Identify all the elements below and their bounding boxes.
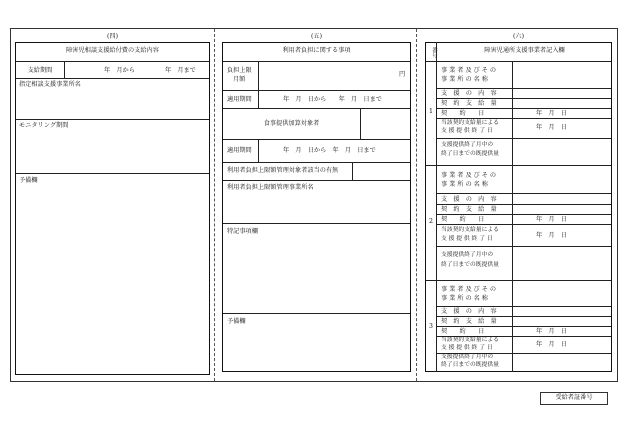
contract-quantity-label: 契 約 支 給 量 — [441, 206, 497, 213]
divider — [223, 108, 410, 109]
used-amount-label: 支援提供終了月中の — [441, 354, 494, 360]
divider — [258, 61, 259, 90]
end-date-label: 当該契約支給量による — [441, 227, 499, 233]
contract-quantity-label: 契 約 支 給 量 — [441, 100, 497, 107]
divider — [437, 193, 611, 194]
divider — [437, 316, 611, 317]
divider — [512, 165, 513, 280]
divider — [16, 61, 209, 62]
divider — [16, 173, 209, 174]
divider — [223, 162, 410, 163]
provider-name-label: 事 業 所 の 名 称 — [441, 76, 488, 83]
end-date-label: 支 援 提 供 終 了 日 — [441, 236, 493, 242]
used-amount-label: 終了日までの既提供量 — [441, 262, 499, 268]
block-number: 1 — [429, 108, 433, 115]
applicable-period-value: 年 月 日から 年 月 日まで — [283, 96, 382, 103]
provider-name-label: 事 業 者 及 び そ の — [441, 67, 497, 74]
divider — [223, 61, 410, 62]
section-four-heading: (四) — [106, 33, 118, 40]
divider — [437, 88, 611, 89]
section-five-title: 利用者負担に関する事項 — [282, 47, 351, 54]
contract-date-value: 年 月 日 — [536, 110, 567, 117]
divider — [437, 204, 611, 205]
number-header: 番号 — [431, 46, 437, 58]
divider — [352, 162, 353, 180]
divider — [223, 313, 410, 314]
mgmt-provider-label: 利用者負担上限額管理事業所名 — [227, 184, 314, 191]
end-date-label: 当該契約支給量による — [441, 120, 499, 126]
mgmt-target-label: 利用者負担上限額管理対象者該当の有無 — [227, 167, 339, 174]
period-to: 年 月まで — [165, 67, 196, 74]
end-date-label: 当該契約支給量による — [441, 337, 499, 343]
divider — [437, 214, 611, 215]
used-amount-label: 終了日までの既提供量 — [441, 151, 499, 157]
applicable-period-label-2: 適用期間 — [227, 147, 252, 154]
divider — [437, 138, 611, 139]
divider — [360, 108, 361, 139]
provider-name-label: 事 業 所 の 名 称 — [441, 181, 488, 188]
section-six-title: 障害児通所支援事業者記入欄 — [484, 47, 565, 54]
section-six-heading: (六) — [512, 33, 524, 40]
divider — [437, 246, 611, 247]
contract-date-value: 年 月 日 — [536, 216, 567, 223]
divider — [16, 78, 209, 79]
divider — [436, 42, 437, 372]
special-notes-label: 特記事項欄 — [227, 228, 258, 235]
section-five-box — [222, 42, 411, 372]
end-date-value: 年 月 日 — [536, 341, 567, 348]
yen-unit: 円 — [399, 71, 406, 78]
divider — [437, 98, 611, 99]
section-four-title: 障害児相談支援給付費の支給内容 — [66, 47, 159, 54]
block-number: 2 — [429, 218, 433, 225]
divider — [426, 61, 611, 62]
block-separator — [426, 165, 611, 166]
contract-date-label: 契 約 日 — [441, 328, 485, 335]
block-separator — [426, 280, 611, 281]
divider — [16, 119, 209, 120]
section-four-box — [15, 42, 210, 375]
period-label: 支給期間 — [27, 67, 53, 74]
end-date-label: 支 援 提 供 終 了 日 — [441, 128, 493, 134]
reserve-label-four: 予備欄 — [19, 177, 38, 184]
used-amount-label: 支援提供終了月中の — [441, 142, 494, 148]
contract-date-label: 契 約 日 — [441, 110, 485, 117]
end-date-value: 年 月 日 — [536, 124, 567, 131]
divider — [258, 139, 259, 162]
provider-name-label: 事 業 者 及 び そ の — [441, 286, 497, 293]
limit-label-2: 月額 — [233, 76, 246, 83]
applicable-period-label: 適用期間 — [227, 96, 252, 103]
limit-label-1: 負担上限 — [227, 67, 252, 74]
reserve-label-five: 予備欄 — [227, 318, 246, 325]
divider — [223, 139, 410, 140]
provider-label: 指定相談支援事業所名 — [19, 81, 81, 88]
divider — [223, 180, 410, 181]
end-date-value: 年 月 日 — [536, 232, 567, 239]
support-content-label: 支 援 の 内 容 — [441, 90, 497, 97]
fold-line-right — [416, 29, 417, 381]
used-amount-label: 終了日までの既提供量 — [441, 362, 499, 368]
support-content-label: 支 援 の 内 容 — [441, 308, 497, 315]
block-number: 3 — [429, 323, 433, 330]
contract-quantity-label: 契 約 支 給 量 — [441, 318, 497, 325]
contract-date-label: 契 約 日 — [441, 216, 485, 223]
applicable-period-value-2: 年 月 日から 年 月 日まで — [283, 147, 376, 154]
divider — [437, 224, 611, 225]
divider — [437, 326, 611, 327]
meal-label: 食事提供加算対象者 — [263, 120, 320, 127]
fold-line-left — [214, 29, 215, 381]
end-date-label: 支 援 提 供 終 了 日 — [441, 345, 493, 351]
divider — [512, 61, 513, 165]
divider — [223, 223, 410, 224]
section-five-heading: (五) — [310, 33, 322, 40]
recipient-number-label: 受給者証番号 — [555, 394, 593, 401]
divider — [437, 118, 611, 119]
support-content-label: 支 援 の 内 容 — [441, 196, 497, 203]
provider-name-label: 事 業 所 の 名 称 — [441, 295, 488, 302]
divider — [64, 61, 65, 78]
contract-date-value: 年 月 日 — [536, 328, 567, 335]
divider — [258, 90, 259, 108]
monitoring-label: モニタリング期間 — [19, 122, 69, 129]
period-from: 年 月から — [104, 67, 135, 74]
divider — [223, 90, 410, 91]
provider-name-label: 事 業 者 及 び そ の — [441, 172, 497, 179]
used-amount-label: 支援提供終了月中の — [441, 252, 494, 258]
divider — [437, 108, 611, 109]
divider — [437, 306, 611, 307]
